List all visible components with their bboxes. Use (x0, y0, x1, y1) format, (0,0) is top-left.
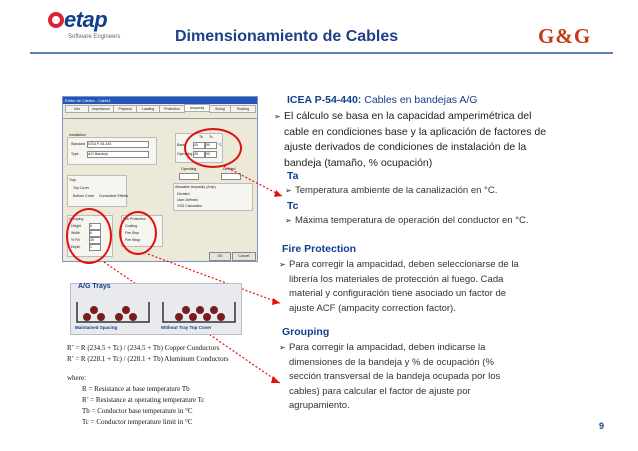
tab-ampacity: Ampacity (184, 104, 210, 112)
etap-logo-text: etap (64, 7, 108, 32)
ok-button: OK (209, 252, 231, 261)
def-tb: Tb = Conductor base temperature in °C (82, 407, 193, 415)
grouping-label: Grouping (69, 217, 84, 221)
cable (203, 313, 211, 321)
ag-trays-title: A/G Trays (78, 283, 111, 290)
tab-protection: Protection (159, 105, 185, 113)
installation-label: Installation (69, 133, 86, 137)
fire-line: ajuste ACF (ampacity correction factor). (289, 302, 456, 314)
def-r: R = Resistance at base temperature Tb (82, 385, 190, 393)
def-tc: Tc = Conductor temperature limit in °C (82, 418, 193, 426)
derated-col: Derated (223, 167, 236, 171)
cable (97, 313, 105, 321)
cable (83, 313, 91, 321)
width-field: 6 (89, 230, 101, 237)
formula-aluminum: R’ = R (228.1 + Tc) / (228.1 + Tb) Aluminum Conductors (67, 355, 229, 363)
fire-line: ➢ Para corregir la ampacidad, deben seleccionarse de la (289, 259, 519, 270)
coating-check: Coating (125, 224, 138, 228)
base-tc-field: 90 (205, 142, 217, 149)
standard-name: ICEA P-54-440: (287, 94, 362, 106)
ta-heading: Ta (287, 170, 299, 182)
arrowhead-fire (272, 298, 280, 305)
caption-maintained-spacing: Maintained Spacing (75, 325, 118, 330)
formula-where: where: (67, 374, 87, 382)
intro-line: ➢ El cálculo se basa en la capacidad amperimétrica del (284, 110, 532, 122)
intro-line: bandeja (tamaño, % ocupación) (284, 156, 433, 169)
fire-stop-check: Fire Stop (125, 231, 140, 235)
arrow-to-temperature (224, 166, 282, 196)
fire-heading: Fire Protection (282, 243, 357, 255)
grouping-line: agrupamiento. (289, 400, 350, 411)
width-label: Width (71, 231, 80, 235)
page-title: Dimensionamiento de Cables (175, 28, 399, 45)
grouping-bullet (289, 341, 500, 414)
top-cover-check: Top Cover (73, 186, 89, 190)
tab-physical: Physical (113, 105, 137, 113)
grouping-line: dimensiones de la bandeja y % de ocupación (% (289, 356, 494, 368)
cable (210, 306, 218, 314)
intro-bullet (284, 109, 546, 171)
fill-label: % Fill (71, 238, 80, 242)
tc-heading: Tc (287, 200, 299, 212)
tab-impedance: Impedance (88, 105, 114, 113)
derated-radio: Derated (177, 192, 190, 196)
intro-line: ajuste derivados de condiciones de instalación de la (284, 141, 527, 153)
intro-line: cable en condiciones base y la aplicación de factores de (284, 125, 547, 138)
height-field: 6 (89, 223, 101, 230)
fire-bullet (289, 258, 519, 316)
type-select: A/G Bandeja (87, 151, 149, 158)
arrowhead-temperature (274, 190, 282, 197)
fire-line: librería los materiales de protección al fuego. Cada (289, 273, 504, 285)
op-tc-field: 90 (205, 151, 217, 158)
cable (182, 306, 190, 314)
tab-loading: Loading (136, 105, 160, 113)
cable (196, 306, 204, 314)
cable (122, 306, 130, 314)
op-tb-field: 35 (193, 151, 205, 158)
cable (189, 313, 197, 321)
cumulative-check: Cumulative Effects (99, 194, 129, 198)
def-r-prime: R’ = Resistance at operating temperature Tc (82, 396, 205, 404)
cable (90, 306, 98, 314)
fire-wrap-check: Fire Wrap (125, 238, 141, 242)
depth-field: 1 (89, 244, 101, 251)
standard-desc: Cables en bandejas A/G (361, 94, 478, 106)
user-defined-radio: User-Defined (177, 198, 198, 202)
grouping-line: cables) para calcular el factor de ajuste por (289, 385, 471, 397)
tc-label: Tc (209, 135, 213, 139)
dialog-titlebar: Editor de Cables - Cable1 (63, 97, 257, 104)
fill-field: 35 (89, 237, 101, 244)
allowable-label: Allowable Ampacity (Amp) (175, 185, 216, 189)
vsd-radio: VSD Calculated (177, 204, 202, 208)
caption-without-cover: Without Tray Top Cover (161, 325, 212, 330)
cable (217, 313, 225, 321)
grouping-line: sección transversal de la bandeja ocupada por los (289, 371, 501, 382)
page-number: 9 (599, 421, 605, 431)
height-label: Height (71, 224, 82, 228)
type-label: Type (71, 152, 79, 156)
fire-line: material y configuración tiene asociado un factor de (289, 288, 507, 299)
standard-label: Standard (71, 142, 86, 146)
etap-logo-sub: Software Engineers (68, 34, 121, 40)
fire-label: Fire Protection (123, 217, 146, 221)
base-label: Base (177, 143, 185, 147)
tab-info: Info (65, 105, 89, 113)
standard-heading (287, 93, 477, 108)
ag-trays-figure (70, 283, 242, 335)
operating-label: Operating (177, 152, 193, 156)
grouping-heading: Grouping (282, 326, 330, 338)
cancel-button: Cancel (232, 252, 256, 261)
base-tb-field: 40 (193, 142, 205, 149)
operating-col: Operating (181, 167, 197, 171)
temp-unit: °C (218, 143, 222, 147)
tb-label: Tb (199, 135, 204, 139)
grouping-line: ➢ Para corregir la ampacidad, deben indicarse la (289, 342, 486, 353)
arrowhead-grouping (271, 376, 280, 383)
depth-label: Depth (71, 245, 81, 249)
tc-bullet: ➢ Máxima temperatura de operación del conductor en °C. (295, 214, 529, 229)
cable (175, 313, 183, 321)
tab-sizing: Sizing (209, 105, 231, 113)
standard-select: ICEA P-54-440 (87, 141, 149, 148)
cable (129, 313, 137, 321)
gg-logo: G&G (538, 24, 592, 48)
tab-routing: Routing (230, 105, 256, 113)
ta-bullet: ➢ Temperatura ambiente de la canalización en °C. (295, 184, 497, 199)
formula-copper: R’ = R (234.5 + Tc) / (234.5 + Tb) Copper Conductors (67, 344, 220, 352)
cable (115, 313, 123, 321)
bottom-cover-check: Bottom Cover (73, 194, 95, 198)
tray-label: Tray (69, 178, 76, 182)
